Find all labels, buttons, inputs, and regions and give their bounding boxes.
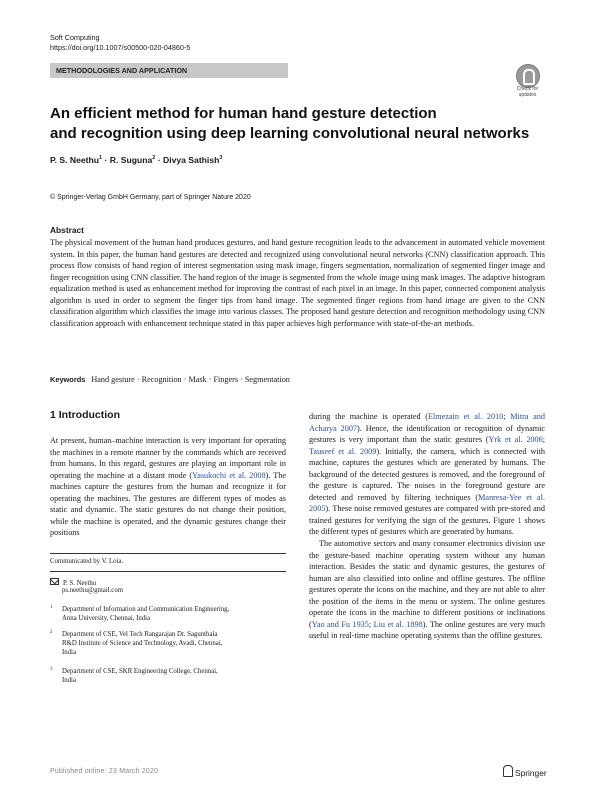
journal-header <box>50 33 190 53</box>
corresponding-author-name: P. S. Neethu <box>63 580 97 587</box>
badge-line2: updates <box>518 92 537 98</box>
citation-link[interactable]: Yrk et al. 2006 <box>488 435 543 445</box>
citation-link[interactable]: Yao and Fu 1935 <box>311 619 369 629</box>
published-online-date: Published online: 23 March 2020 <box>50 768 159 775</box>
check-for-updates-icon <box>516 64 540 88</box>
paper-title-line2: and recognition using deep learning convolutional neural networks <box>50 125 530 142</box>
section-heading-introduction: 1 Introduction <box>50 409 120 421</box>
journal-name: Soft Computing <box>50 33 100 42</box>
corresponding-email[interactable]: ps.neethu@gmail.com <box>62 587 123 594</box>
author-separator: · <box>104 155 108 165</box>
citation-link[interactable]: Yasukochi et al. 2008 <box>192 470 266 480</box>
citation-link[interactable]: Mitra and Acharya 2007 <box>309 412 545 433</box>
paper-title <box>50 104 530 144</box>
keywords <box>50 375 290 384</box>
author-name[interactable]: Divya Sathish <box>162 155 220 165</box>
citation-link[interactable]: Elmezain et al. 2010 <box>428 412 504 421</box>
footnote-divider <box>50 553 286 554</box>
publisher-logo <box>503 765 547 778</box>
copyright-notice: © Springer-Verlag GmbH Germany, part of Springer Nature 2020 <box>50 194 251 201</box>
journal-doi[interactable]: https://doi.org/10.1007/s00500-020-04860-5 <box>50 43 191 52</box>
author-name[interactable]: R. Suguna <box>109 155 153 165</box>
abstract-heading: Abstract <box>50 225 84 235</box>
intro-paragraph-2: during the machine is operated (Elmezain et al. 2010; Mitra and Acharya 2007). Hence, the identification or recognition of dynamic gestures is very important than the static gestures (Yrk et al. 2006; Tauseef et al. 2009). Initially, the camera, which is connected with machine, captures the gestures which are generated by humans. The background of the detected gestures is removed, and the foreground of the gesture is captured. The noises in the foreground gesture are detected and removed by filtering techniques (Manresa-Yee et al. 2005). These noise removed gestures are compared with pre-stored and trained gestures for verifying the sign of the gestures. Figure 1 shows the different types of gestures which are generated by humans. <box>309 412 545 537</box>
paper-title-line1: An efficient method for human hand gesture detection <box>50 105 437 122</box>
author-list <box>50 155 222 165</box>
abstract-text: The physical movement of the human hand produces gestures, and hand gesture recognition leads to the advancement in automated vehicle movement system. In this paper, the human hand gestures are detected and recognized using convolutional neural networks (CNN) classification approach. This process flow consists of hand region of interest segmentation using mask image, fingers segmentation, normalization of segmented finger image and finger recognition using CNN classifier. The hand region of the image is segmented from the whole image using mask images. The adaptive histogram equalization method is used as enhancement method for improving the contrast of each pixel in an image. In this paper, connected component analysis algorithm is used in order to segment the finger tips from hand image. The segmented finger regions from hand image are given to the CNN classification algorithm which classifies the image into various classes. The proposed hand gesture detection and recognition methodology using CNN classification approach with enhancement technique stated in this paper achieves high performance with state-of-the-art methods. <box>50 238 545 328</box>
envelope-icon <box>50 578 59 585</box>
section-category-label: METHODOLOGIES AND APPLICATION <box>56 66 188 75</box>
keywords-text: Hand gesture · Recognition · Mask · Fingers · Segmentation <box>91 375 290 384</box>
citation-link[interactable]: Manresa-Yee et al. 2005 <box>309 492 545 514</box>
footnote-divider <box>50 571 286 572</box>
citation-link[interactable]: Tauseef et al. 2009 <box>309 446 377 456</box>
badge-line1: Check for <box>516 86 539 92</box>
keywords-label: Keywords <box>50 375 86 384</box>
column-right <box>309 411 545 642</box>
intro-paragraph-3: The automotive sectors and many consumer electronics division use the gesture-based machine operating system without any human interaction. Besides the static and dynamic gestures, the gestures of human are also classified into online and offline gestures. The offline gestures operate the icons on the machine, and they are not able to alter the position of the items in the menu or system. The online gestures operate the icons in the machine to different positions or inclinations (Yao and Fu 1935; Liu et al. 1898). The online gestures are very much useful in real-time machine operating systems than the offline gestures. <box>309 539 545 641</box>
publisher-name: Springer <box>515 768 547 778</box>
intro-paragraph-1: At present, human–machine interaction is very important for operating the machines in a remote manner by the commands which are received from humans. In this regard, gestures are playing an important role in operating the machine at a distant mode (Yasukochi et al. 2008). The machines capture the gestures from the human and recognize it for operating the machines. The gestures are different types of modes as static and dynamic. The static gestures do not change their position, while the machine is operated, and the dynamic gestures change their positions <box>50 436 287 538</box>
springer-horse-icon <box>503 765 513 777</box>
section-category-bar <box>50 63 288 78</box>
author-affil-sup: 3 <box>219 155 223 162</box>
author-separator: · <box>157 155 161 165</box>
author-affil-sup: 1 <box>99 155 103 162</box>
author-name[interactable]: P. S. Neethu <box>50 155 100 165</box>
citation-link[interactable]: Liu et al. 1898 <box>373 619 423 629</box>
check-for-updates-badge[interactable] <box>509 64 546 101</box>
author-affil-sup: 2 <box>152 155 156 162</box>
column-left <box>50 435 286 539</box>
communicated-by: Communicated by V. Loia. <box>50 558 124 565</box>
figure-reference-link[interactable]: 1 <box>517 515 522 525</box>
